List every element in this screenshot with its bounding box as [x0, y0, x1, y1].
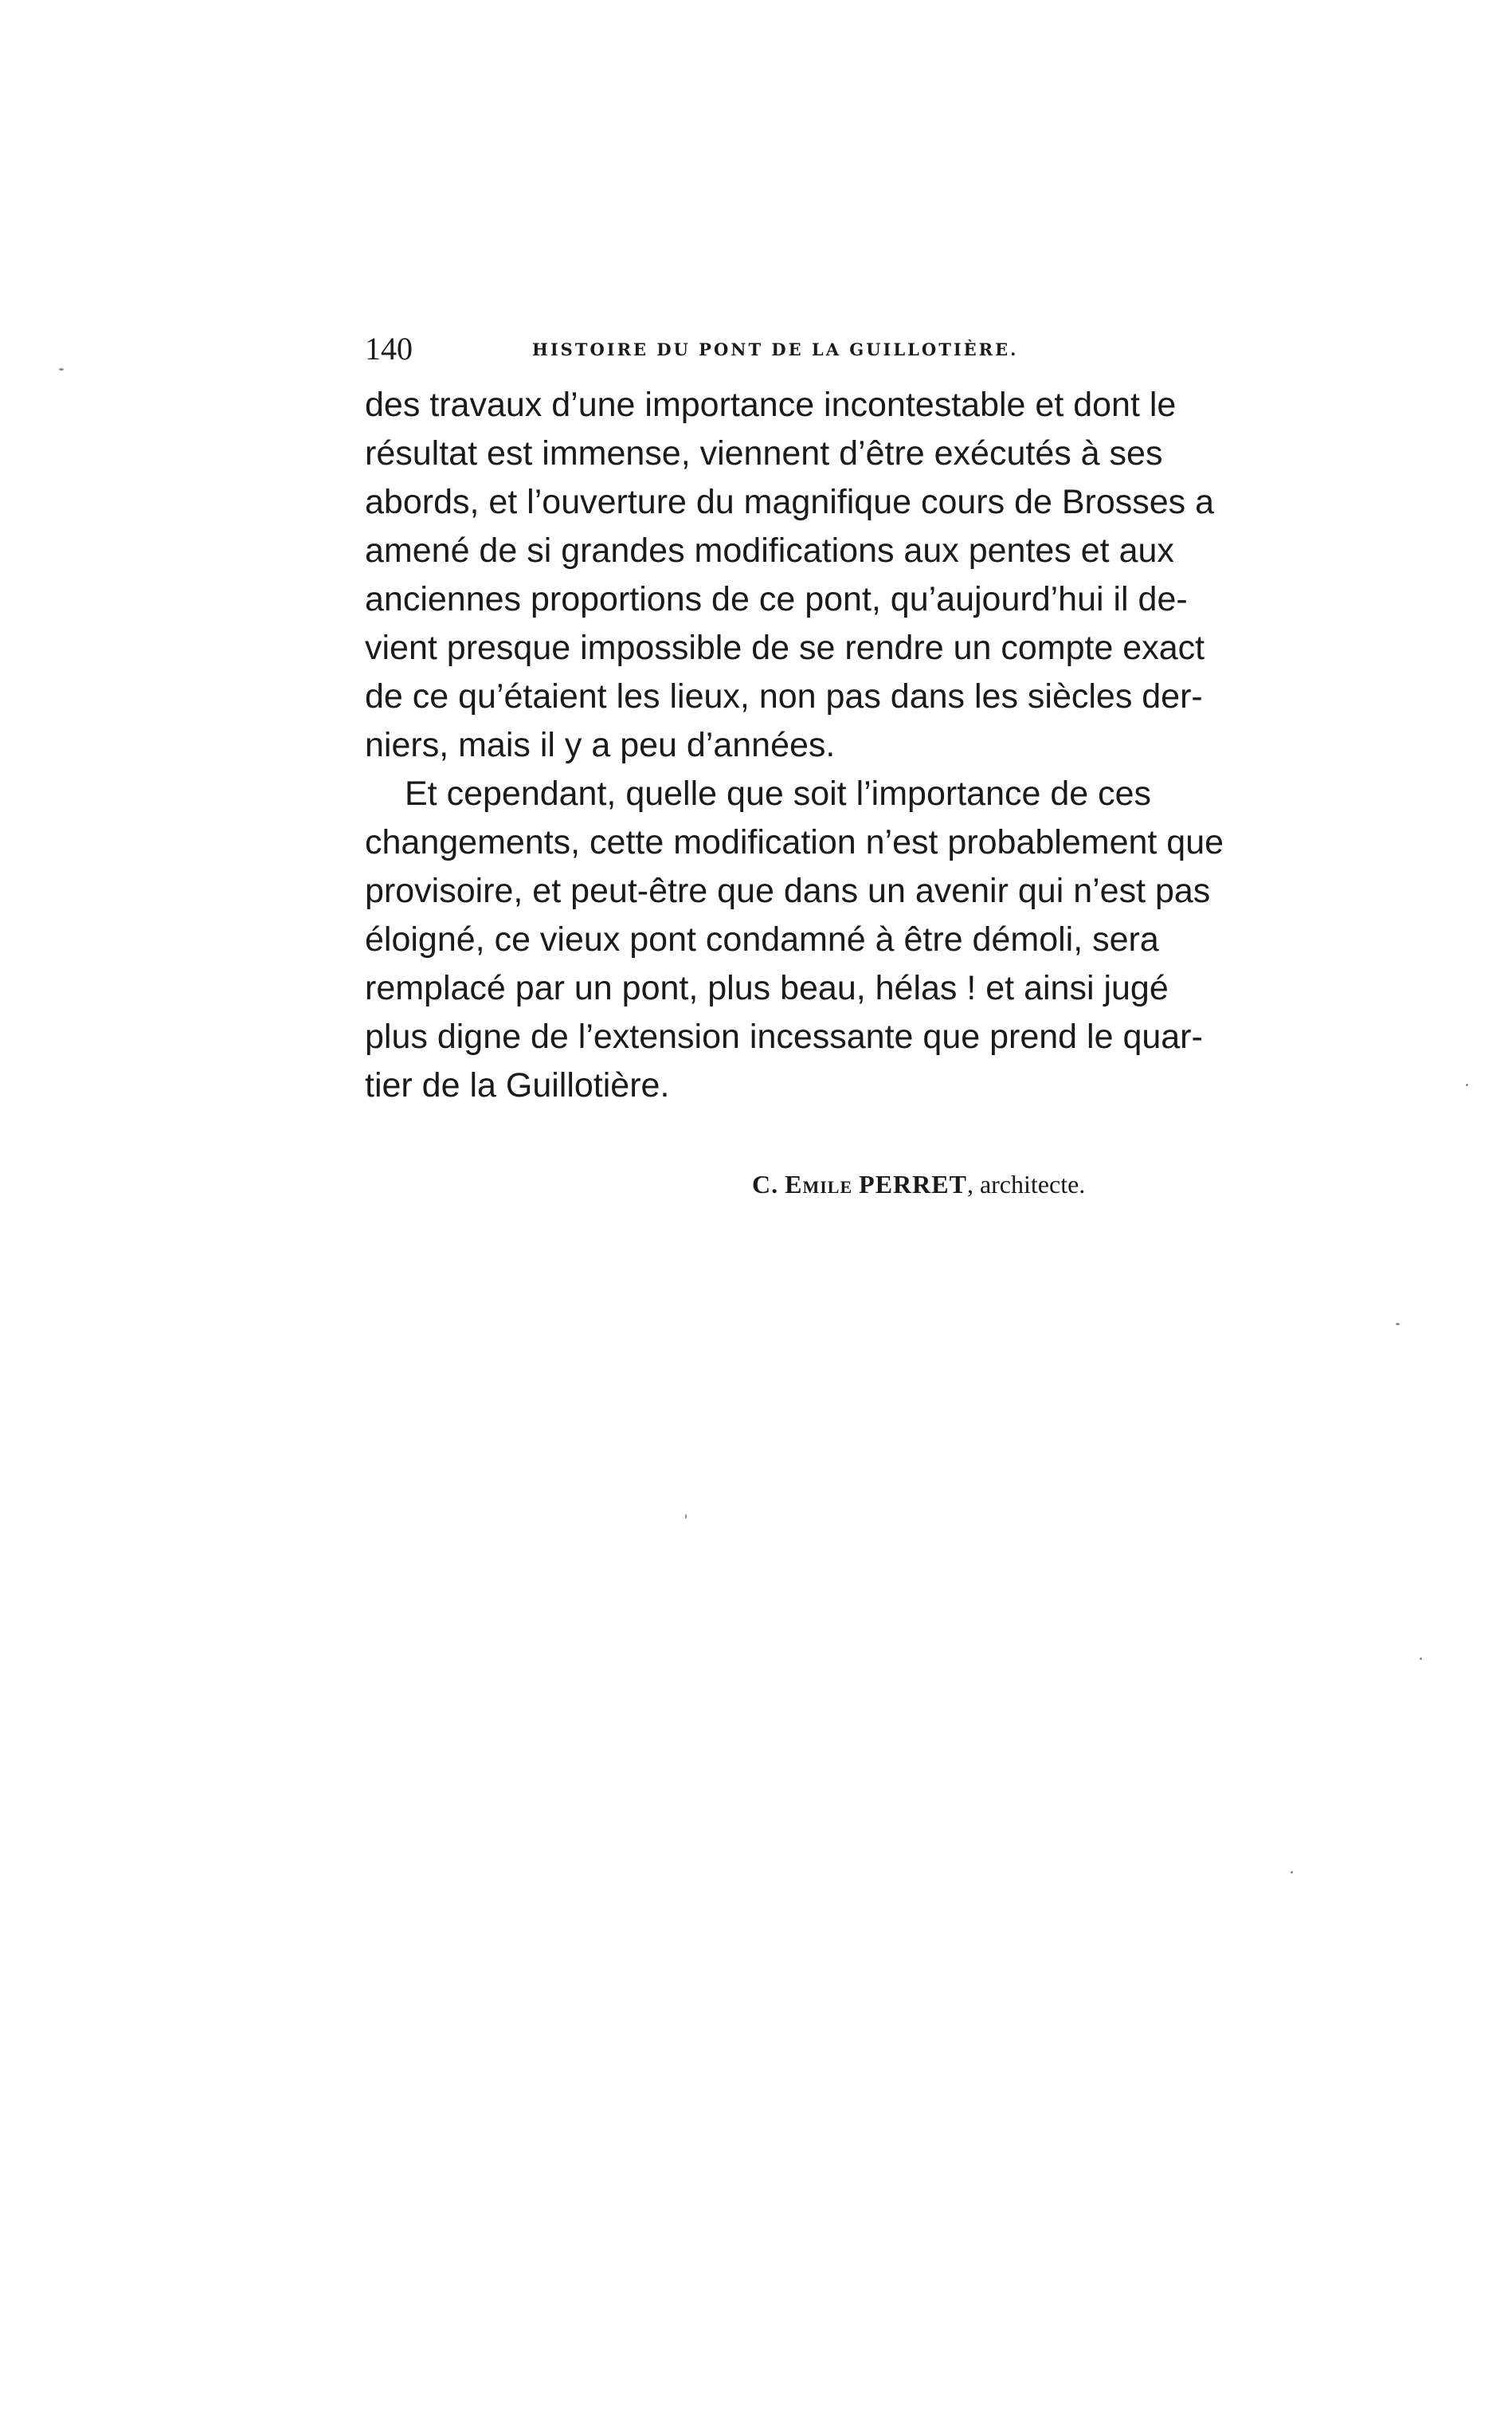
- paragraph: [365, 770, 1224, 1110]
- text-line: remplacé par un pont, plus beau, hélas ! et ainsi jugé: [365, 969, 1169, 1007]
- text-line: niers, mais il y a peu d’années.: [365, 726, 836, 764]
- page-header: [365, 325, 1047, 373]
- scan-speck: [1420, 1658, 1422, 1660]
- text-line: résultat est immense, viennent d’être exécutés à ses: [365, 434, 1163, 473]
- signature: [752, 1166, 1085, 1203]
- scan-speck: [1466, 1084, 1468, 1086]
- text-line: changements, cette modification n’est probablement que: [365, 823, 1224, 861]
- text-line: vient presque impossible de se rendre un compte exact: [365, 629, 1205, 667]
- scan-speck: [59, 368, 64, 371]
- signature-first-name: Emile: [785, 1170, 853, 1199]
- text-line: provisoire, et peut-être que dans un avenir qui n’est pas: [365, 872, 1211, 910]
- text-line: des travaux d’une importance incontestable et dont le: [365, 386, 1177, 424]
- text-line: de ce qu’étaient les lieux, non pas dans les siècles der-: [365, 677, 1203, 716]
- text-line: éloigné, ce vieux pont condamné à être démoli, sera: [365, 920, 1159, 959]
- text-line: amené de si grandes modifications aux pentes et aux: [365, 532, 1174, 570]
- text-line: anciennes proportions de ce pont, qu’aujourd’hui il de-: [365, 580, 1188, 618]
- running-title: HISTOIRE DU PONT DE LA GUILLOTIÈRE.: [532, 339, 1019, 359]
- page-number: 140: [365, 331, 413, 367]
- text-line: plus digne de l’extension incessante que prend le quar-: [365, 1018, 1203, 1056]
- scan-speck: [685, 1514, 687, 1519]
- text-line: abords, et l’ouverture du magnifique cours de Brosses a: [365, 483, 1215, 521]
- body-text: [365, 381, 1224, 1110]
- text-line: tier de la Guillotière.: [365, 1066, 670, 1104]
- signature-surname: PERRET: [859, 1170, 967, 1199]
- text-line: Et cependant, quelle que soit l’importance de ces: [405, 775, 1152, 813]
- signature-title: , architecte.: [966, 1170, 1086, 1199]
- scan-speck: [1396, 1323, 1400, 1325]
- paragraph: [365, 381, 1215, 770]
- signature-initial: C.: [752, 1170, 779, 1199]
- scan-speck: [1291, 1871, 1293, 1873]
